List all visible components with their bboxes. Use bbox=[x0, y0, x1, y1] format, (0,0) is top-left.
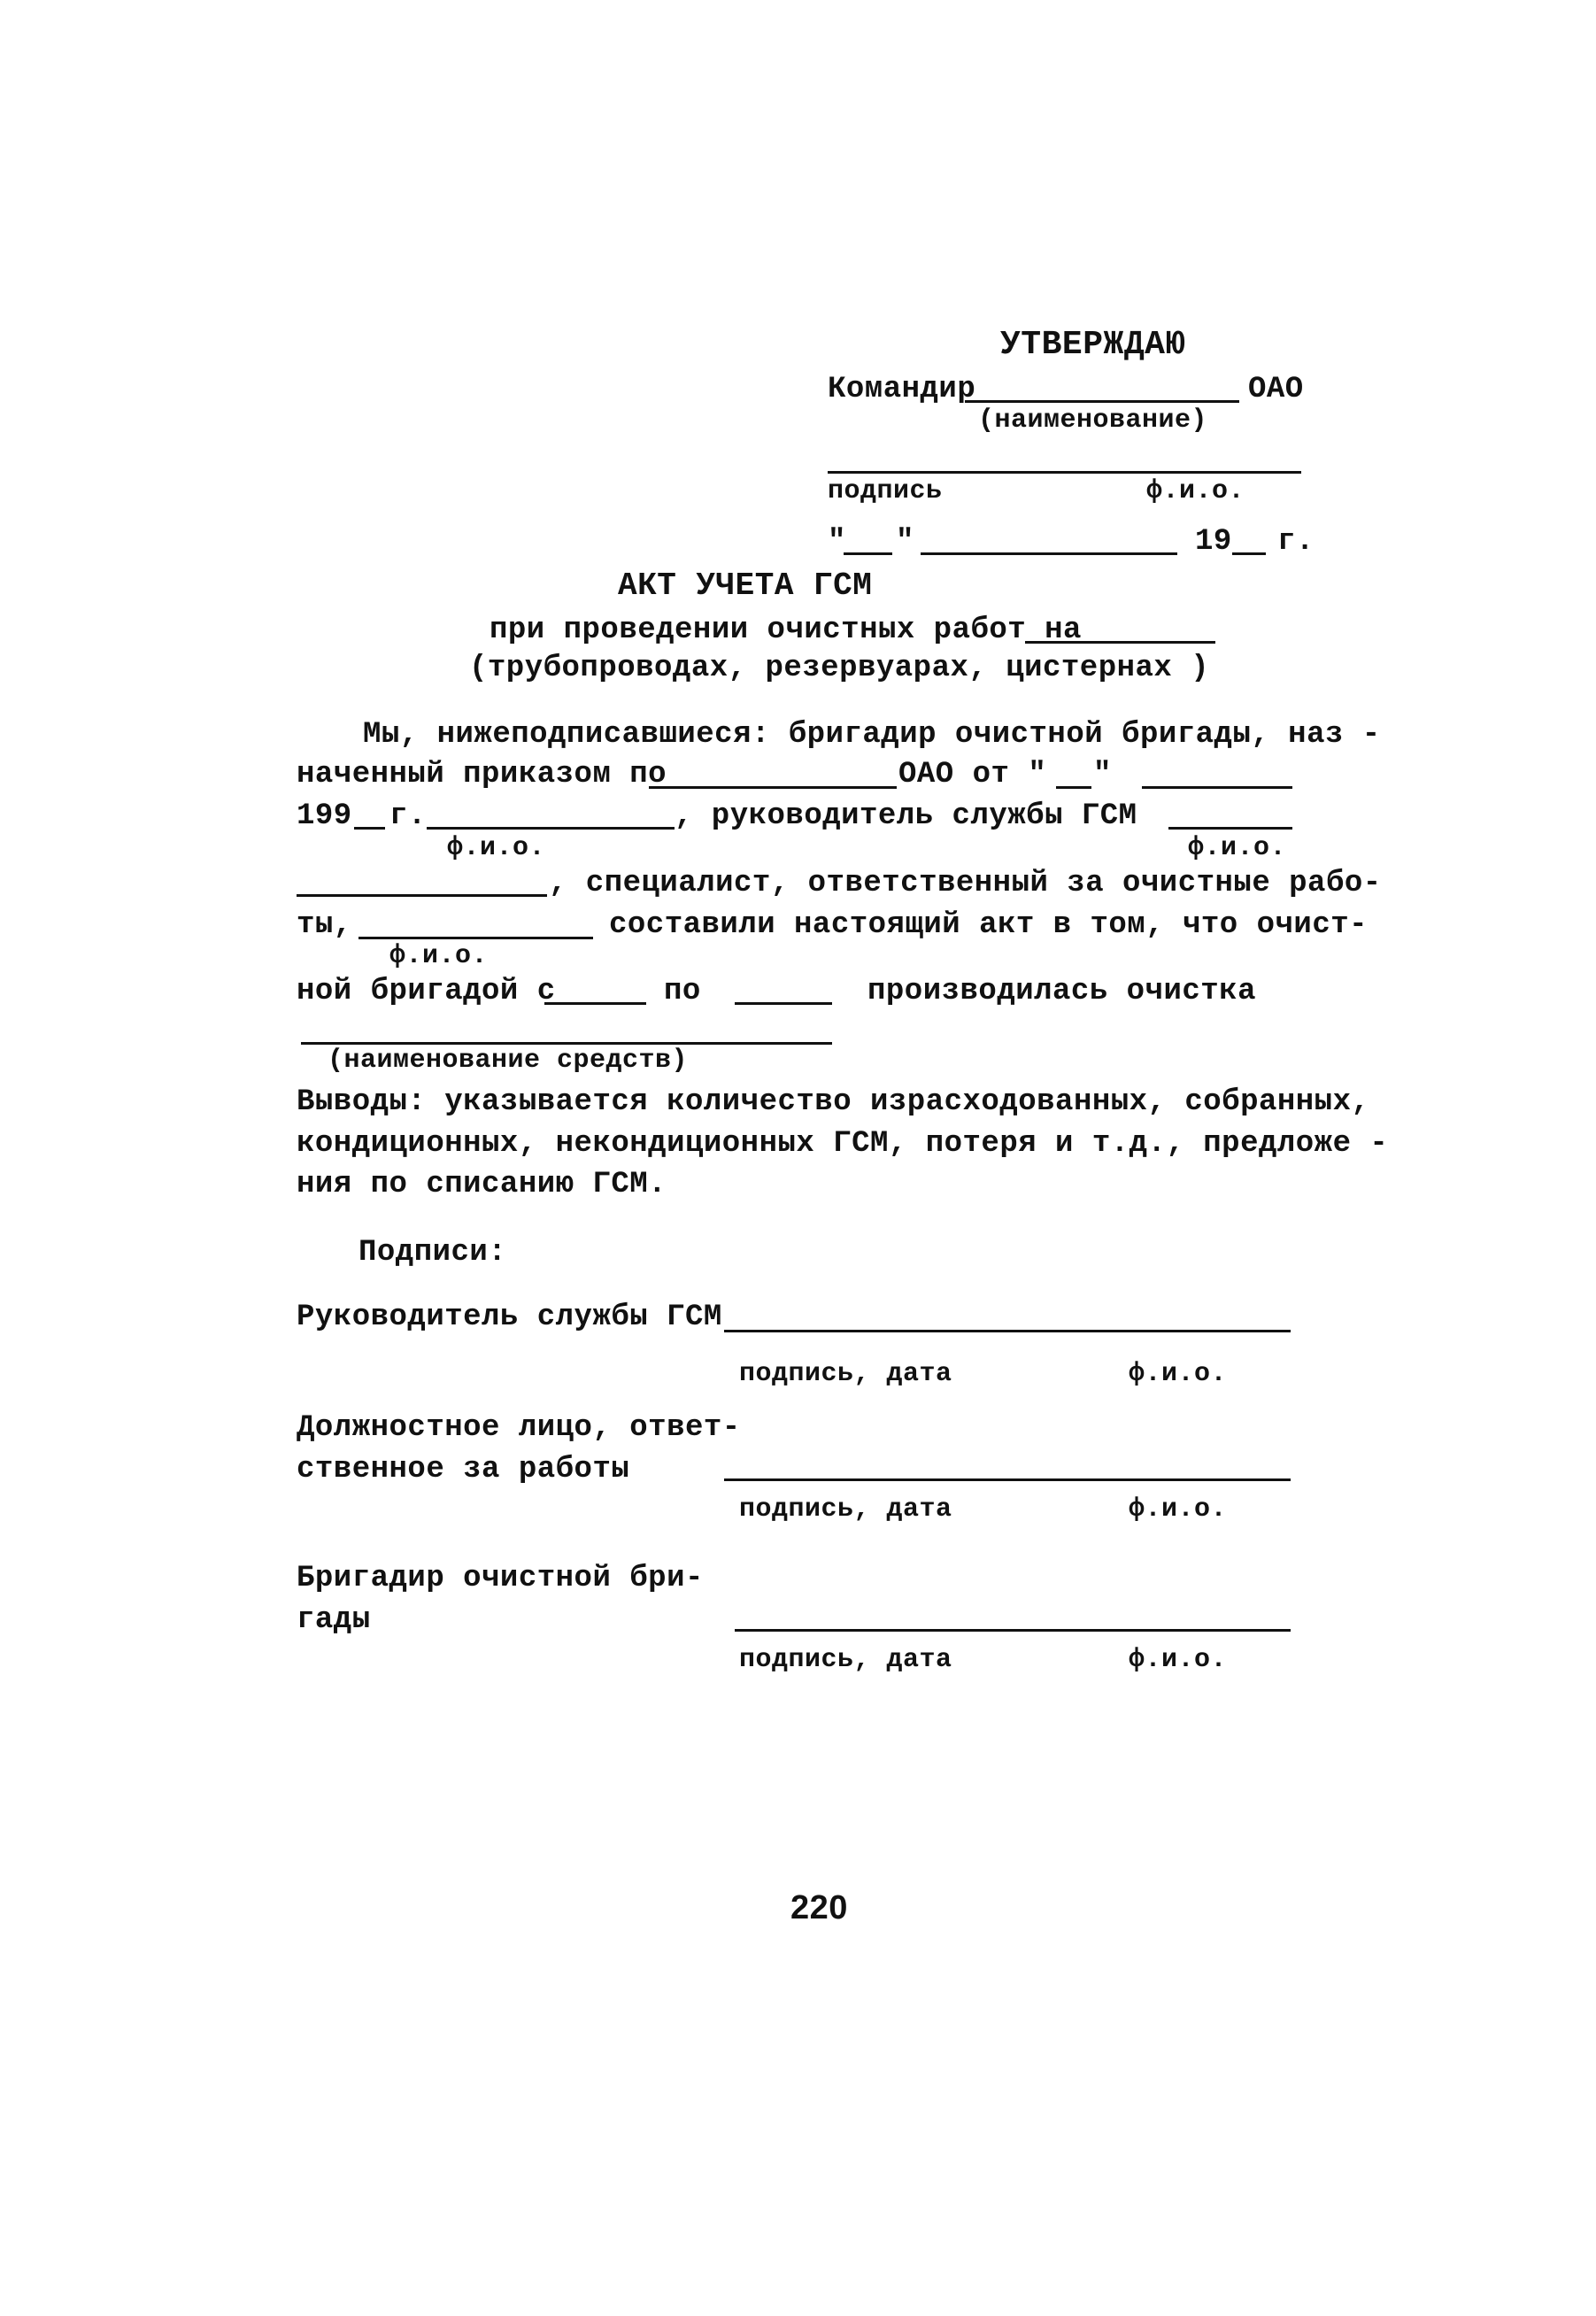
conclusion-line-1: Выводы: указывается количество израсходованных, собранных, bbox=[297, 1085, 1370, 1119]
body-line-3c: , руководитель службы ГСМ bbox=[675, 799, 1137, 833]
signature-role-label: Должностное лицо, ответ- bbox=[297, 1411, 741, 1445]
fio-caption-1: ф.и.о. bbox=[447, 833, 546, 863]
order-year-line bbox=[354, 827, 385, 830]
fio-caption-3: ф.и.о. bbox=[389, 941, 489, 971]
sign-date-caption: подпись, дата bbox=[739, 1494, 952, 1525]
year-prefix: 19 bbox=[1195, 525, 1232, 559]
year-line bbox=[1232, 552, 1266, 555]
date-month-line bbox=[921, 552, 1177, 555]
org-suffix: ОАО bbox=[1248, 373, 1304, 406]
body-line-5b: составили настоящий акт в том, что очист- bbox=[609, 908, 1369, 942]
date-open-quote: " bbox=[828, 525, 846, 559]
signature-line bbox=[724, 1478, 1291, 1481]
conclusion-line-3: ния по списанию ГСМ. bbox=[297, 1168, 667, 1201]
date-from-line bbox=[544, 1002, 646, 1005]
body-line-4: , специалист, ответственный за очистные рабо- bbox=[549, 867, 1382, 900]
sign-date-caption: подпись, дата bbox=[739, 1359, 952, 1389]
body-line-5a: ты, bbox=[297, 908, 352, 942]
brigadier-fio-line bbox=[427, 827, 675, 830]
body-line-3a: 199 bbox=[297, 799, 352, 833]
gsm-head-fio-line bbox=[1168, 827, 1292, 830]
fio-caption: ф.и.о. bbox=[1146, 476, 1245, 506]
means-caption: (наименование средств) bbox=[328, 1046, 689, 1076]
body-line-6b: по bbox=[664, 975, 701, 1008]
order-month-line bbox=[1142, 786, 1292, 789]
specialist-fio-line bbox=[297, 894, 547, 897]
body-line-6a: ной бригадой с bbox=[297, 975, 556, 1008]
page-number: 220 bbox=[790, 1889, 848, 1926]
order-day-line bbox=[1056, 786, 1091, 789]
date-day-line bbox=[844, 552, 892, 555]
org-name-caption: (наименование) bbox=[978, 405, 1208, 436]
object-line bbox=[1025, 641, 1215, 644]
signature-caption: подпись bbox=[828, 476, 943, 506]
conclusion-line-2: кондиционных, некондиционных ГСМ, потеря и т.д., предложе - bbox=[297, 1127, 1389, 1161]
date-to-line bbox=[735, 1002, 832, 1005]
signature-role-label-cont: гады bbox=[297, 1603, 371, 1637]
body-line-2a: наченный приказом по bbox=[297, 758, 667, 791]
fio-caption: ф.и.о. bbox=[1129, 1645, 1228, 1675]
fio-caption: ф.и.о. bbox=[1129, 1359, 1228, 1389]
signature-line bbox=[735, 1629, 1291, 1632]
body-line-3b: г. bbox=[389, 799, 427, 833]
fio-caption: ф.и.о. bbox=[1129, 1494, 1228, 1525]
order-org-line bbox=[649, 786, 897, 789]
date-close-quote: " bbox=[896, 525, 914, 559]
commander-label: Командир bbox=[828, 373, 976, 406]
year-suffix: г. bbox=[1277, 525, 1315, 559]
body-line-1: Мы, нижеподписавшиеся: бригадир очистной бригады, наз - bbox=[363, 718, 1381, 752]
signature-line bbox=[724, 1330, 1291, 1332]
signature-role-label: Руководитель службы ГСМ bbox=[297, 1301, 722, 1334]
signature-role-label: Бригадир очистной бри- bbox=[297, 1562, 704, 1595]
signature-role-label-cont: ственное за работы bbox=[297, 1453, 630, 1486]
body-line-2c: " bbox=[1093, 758, 1112, 791]
fio-caption-2: ф.и.о. bbox=[1188, 833, 1287, 863]
title-line-3: (трубопроводах, резервуарах, цистернах ) bbox=[469, 652, 1210, 685]
body-line-2b: ОАО от " bbox=[898, 758, 1047, 791]
sign-date-caption: подпись, дата bbox=[739, 1645, 952, 1675]
signatures-heading: Подписи: bbox=[359, 1236, 507, 1270]
title-main: АКТ УЧЕТА ГСМ bbox=[618, 567, 873, 604]
title-line-2: при проведении очистных работ на bbox=[490, 614, 1082, 647]
approval-heading: УТВЕРЖДАЮ bbox=[1000, 326, 1186, 364]
body-line-6c: производилась очистка bbox=[867, 975, 1256, 1008]
